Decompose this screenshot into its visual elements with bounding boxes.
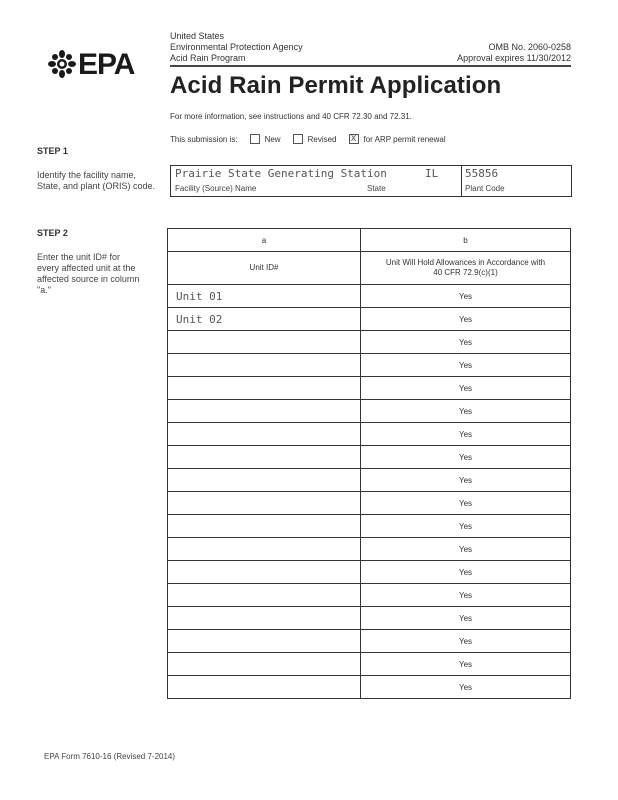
unit-id-cell[interactable] [168, 607, 361, 630]
holds-allowances-cell: Yes [361, 653, 571, 676]
unit-id-header: Unit ID# [168, 252, 361, 285]
holds-allowances-cell: Yes [361, 538, 571, 561]
table-row [168, 607, 571, 630]
table-row [168, 561, 571, 584]
unit-id-cell[interactable] [168, 331, 361, 354]
unit-id-cell[interactable] [168, 630, 361, 653]
agency-line: Environmental Protection Agency [170, 42, 303, 52]
column-a-letter: a [168, 229, 361, 252]
table-row [168, 538, 571, 561]
page-title: Acid Rain Permit Application [170, 72, 502, 99]
unit-id-cell[interactable] [168, 354, 361, 377]
unit-id-cell[interactable] [168, 538, 361, 561]
renewal-checkbox[interactable]: X [349, 134, 359, 144]
unit-id-cell[interactable] [168, 377, 361, 400]
holds-allowances-cell: Yes [361, 423, 571, 446]
step-1-description: Identify the facility name, State, and plant (ORIS) code. [37, 170, 156, 191]
epa-logo-text: EPA [78, 48, 135, 81]
facility-name-field[interactable]: Prairie State Generating Station [175, 167, 387, 180]
revised-label: Revised [307, 134, 337, 144]
unit-id-cell[interactable] [168, 423, 361, 446]
unit-id-cell[interactable] [168, 469, 361, 492]
column-b-letter: b [361, 229, 571, 252]
holds-allowances-cell: Yes [361, 377, 571, 400]
table-row [168, 584, 571, 607]
holds-allowances-cell: Yes [361, 515, 571, 538]
unit-id-cell[interactable] [168, 515, 361, 538]
table-row [168, 630, 571, 653]
table-row [168, 446, 571, 469]
table-row [168, 400, 571, 423]
table-row [168, 423, 571, 446]
agency-line: Acid Rain Program [170, 53, 246, 63]
holds-allowances-cell: Yes [361, 492, 571, 515]
plant-code-cell [461, 166, 571, 196]
step-1-label: STEP 1 [37, 146, 68, 156]
column-letter-row [168, 229, 571, 252]
state-caption: State [367, 184, 386, 193]
holds-allowances-cell: Yes [361, 630, 571, 653]
table-row [168, 515, 571, 538]
more-info-text: For more information, see instructions and 40 CFR 72.30 and 72.31. [170, 112, 412, 121]
unit-id-cell[interactable] [168, 584, 361, 607]
table-row [168, 653, 571, 676]
table-row [168, 492, 571, 515]
holds-allowances-cell: Yes [361, 676, 571, 699]
table-row [168, 377, 571, 400]
new-checkbox[interactable] [250, 134, 260, 144]
approval-expires: Approval expires 11/30/2012 [457, 53, 571, 63]
holds-allowances-header: Unit Will Hold Allowances in Accordance with 40 CFR 72.9(c)(1) [361, 252, 571, 285]
holds-allowances-cell: Yes [361, 561, 571, 584]
unit-id-cell[interactable]: Unit 01 [168, 285, 361, 308]
holds-allowances-cell: Yes [361, 285, 571, 308]
holds-allowances-cell: Yes [361, 331, 571, 354]
submission-label: This submission is: [170, 134, 238, 144]
unit-id-cell[interactable] [168, 492, 361, 515]
unit-id-cell[interactable] [168, 446, 361, 469]
holds-allowances-cell: Yes [361, 446, 571, 469]
table-row [168, 354, 571, 377]
header-rule [170, 65, 571, 67]
state-cell [361, 166, 461, 196]
table-row [168, 308, 571, 331]
table-row [168, 676, 571, 699]
holds-allowances-cell: Yes [361, 354, 571, 377]
unit-id-cell[interactable] [168, 400, 361, 423]
unit-id-cell[interactable] [168, 561, 361, 584]
submission-type [170, 134, 446, 144]
unit-id-cell[interactable] [168, 676, 361, 699]
table-row [168, 331, 571, 354]
revised-checkbox[interactable] [293, 134, 303, 144]
holds-allowances-cell: Yes [361, 584, 571, 607]
facility-info-box [170, 165, 572, 197]
step-2-label: STEP 2 [37, 228, 68, 238]
table-row [168, 285, 571, 308]
units-table [167, 228, 571, 699]
column-header-row [168, 252, 571, 285]
form-number: EPA Form 7610-16 (Revised 7-2014) [44, 752, 176, 761]
epa-logo [48, 50, 138, 82]
unit-id-cell[interactable]: Unit 02 [168, 308, 361, 331]
agency-line: United States [170, 31, 225, 41]
holds-allowances-cell: Yes [361, 308, 571, 331]
holds-allowances-cell: Yes [361, 469, 571, 492]
plant-code-field[interactable]: 55856 [465, 167, 499, 180]
renewal-label: for ARP permit renewal [363, 134, 446, 144]
holds-allowances-cell: Yes [361, 400, 571, 423]
table-row [168, 469, 571, 492]
state-field[interactable]: IL [425, 167, 439, 180]
step-2-description: Enter the unit ID# for every affected unit at the affected source in column "a." [37, 252, 140, 295]
facility-name-cell [171, 166, 387, 196]
omb-number: OMB No. 2060-0258 [488, 42, 571, 52]
new-label: New [264, 134, 281, 144]
agency-block [170, 31, 303, 64]
unit-id-cell[interactable] [168, 653, 361, 676]
facility-name-caption: Facility (Source) Name [175, 184, 257, 193]
omb-block [457, 42, 571, 64]
plant-code-caption: Plant Code [465, 184, 505, 193]
holds-allowances-cell: Yes [361, 607, 571, 630]
